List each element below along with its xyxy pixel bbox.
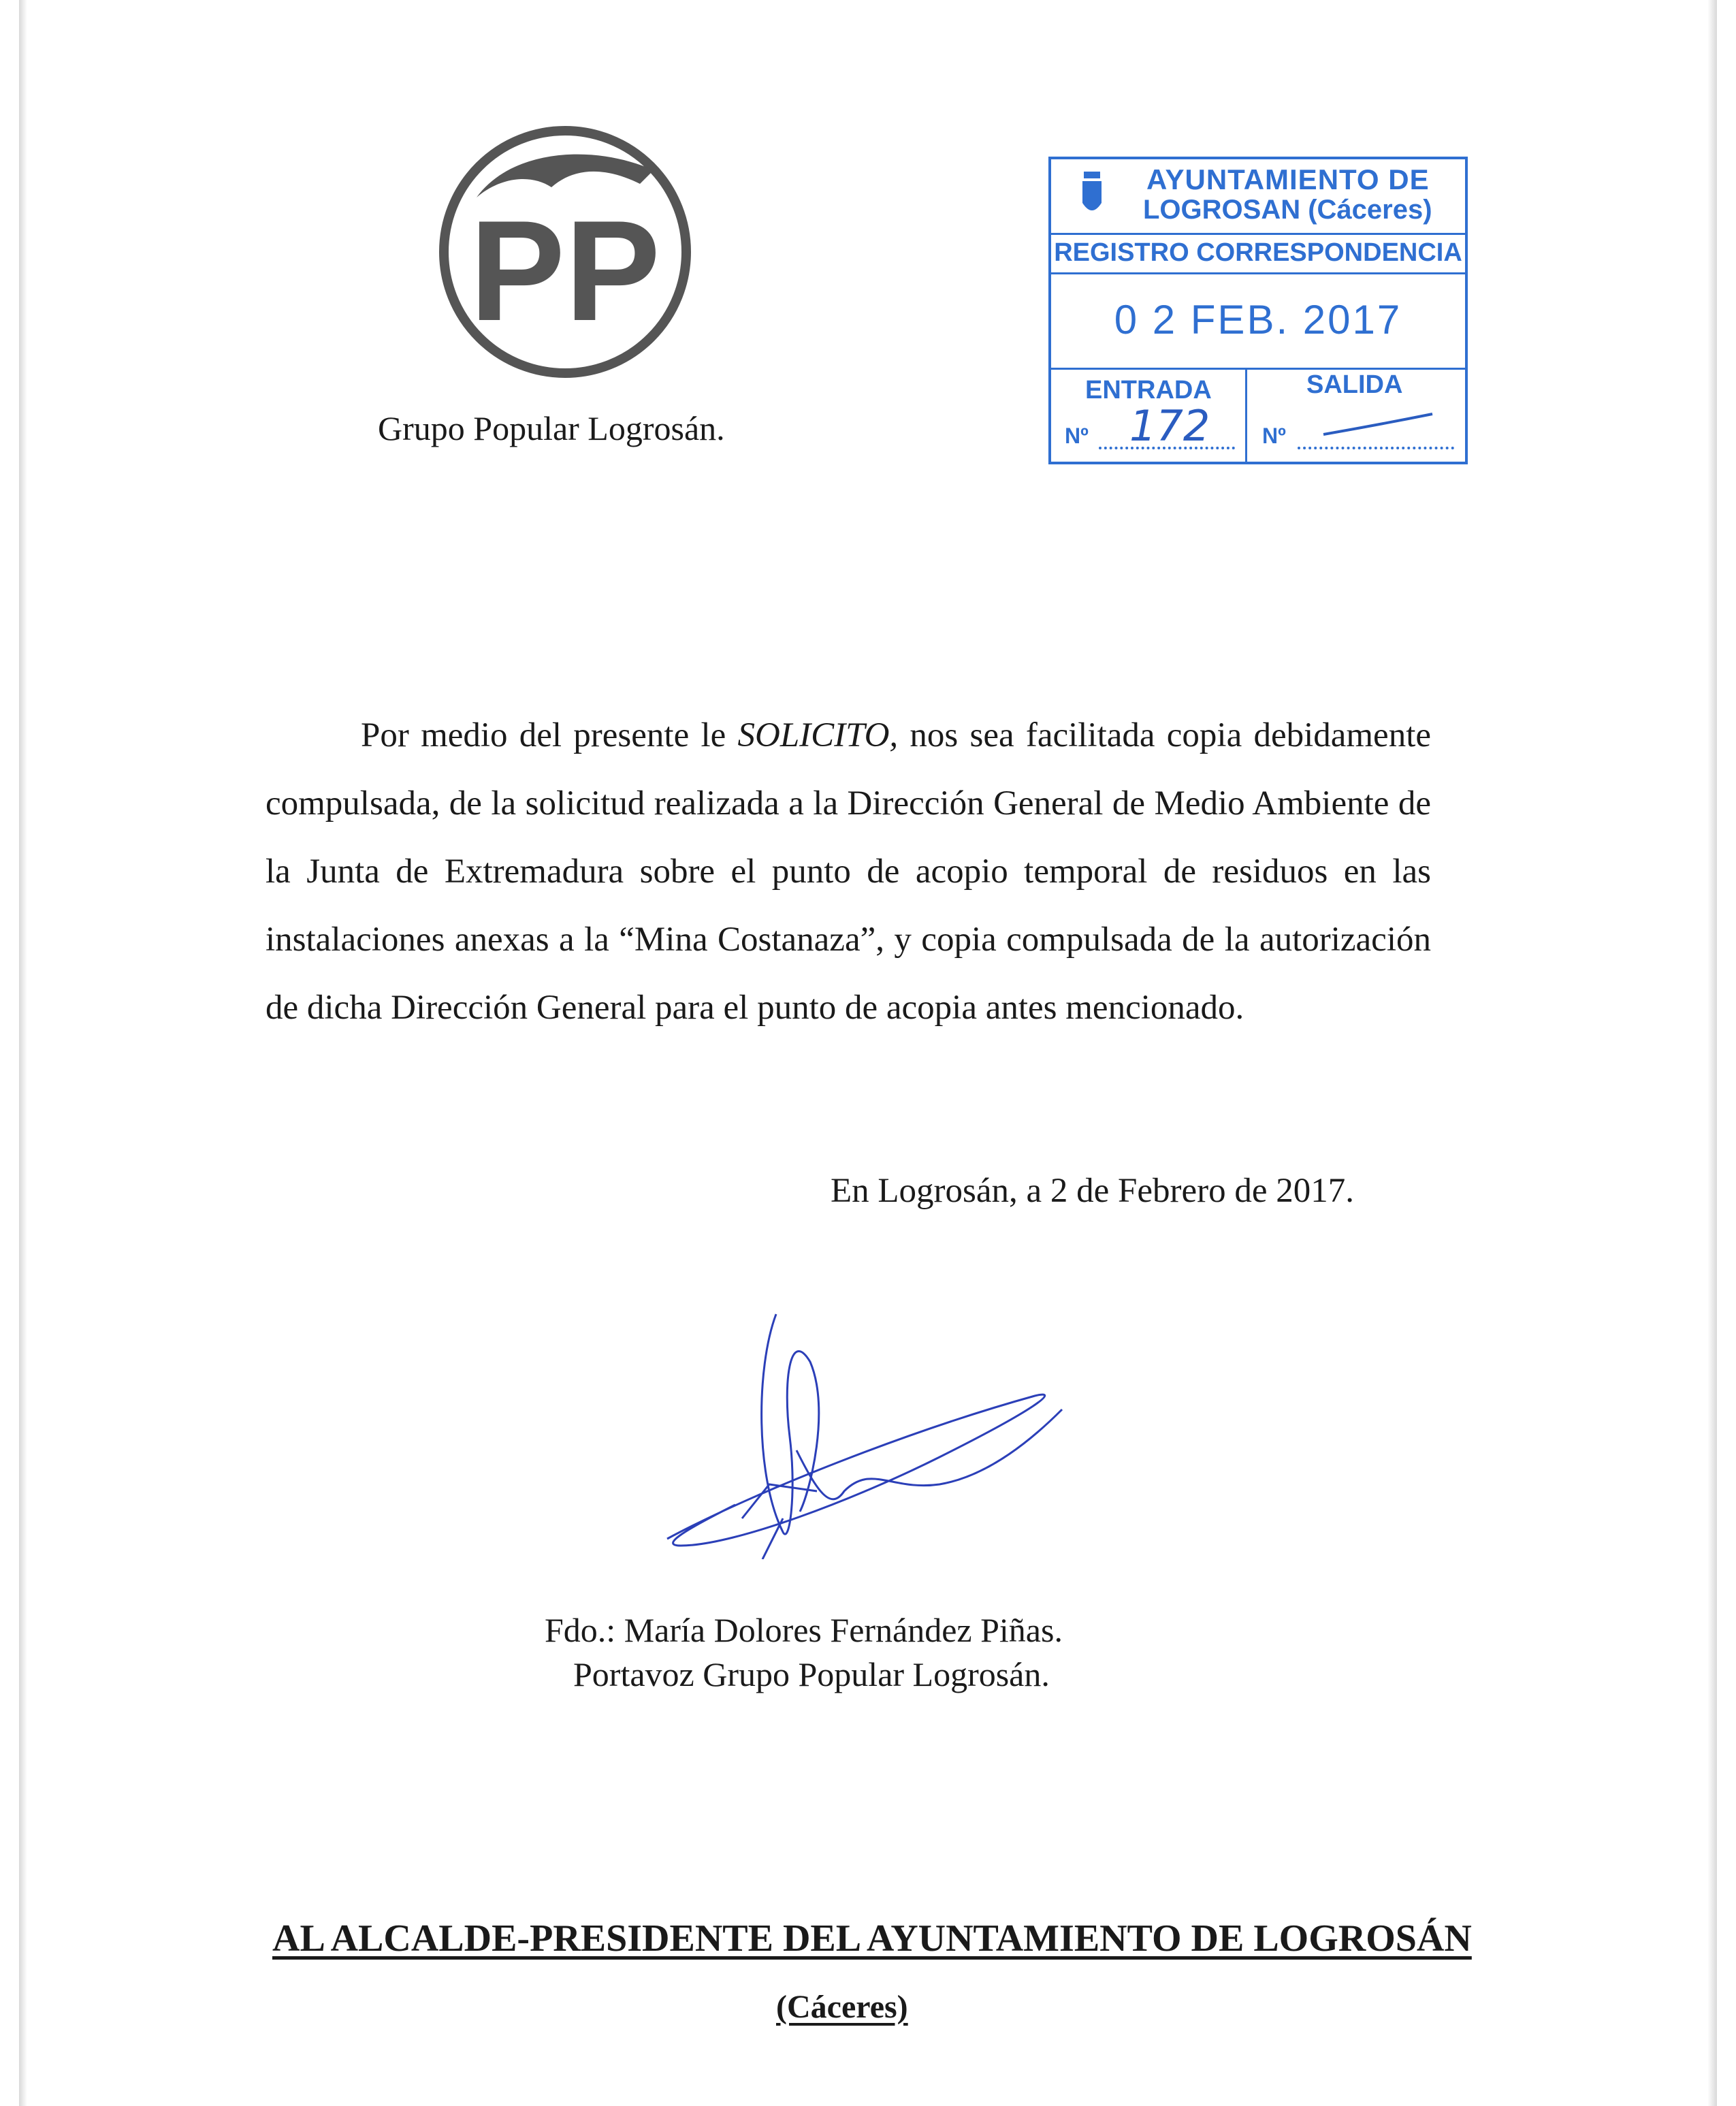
paragraph-emphasis: SOLICITO, — [737, 716, 899, 754]
page-edge-right — [1707, 0, 1717, 2106]
request-paragraph — [266, 701, 1431, 1042]
handwritten-signature — [654, 1287, 1076, 1559]
paragraph-intro: Por medio del presente le — [361, 716, 738, 754]
stamp-header — [1051, 159, 1465, 235]
registry-stamp — [1048, 157, 1468, 464]
paragraph-rest: nos sea facilitada copia debidamente compulsada, de la solicitud realizada a la Dirección General de Medio Ambiente de la Junta de Extremadura sobre el punto de acopio temporal de residuos en las instalaciones anexas a la “Mina Costanaza”, y copia compulsada de la autorización de dicha Dirección General para el punto de acopia antes mencionado. — [266, 716, 1431, 1027]
stamp-salida-label: SALIDA — [1306, 370, 1403, 399]
stamp-divider — [1245, 368, 1247, 464]
stamp-entrada-number: 172 — [1129, 401, 1210, 451]
place-date: En Logrosán, a 2 de Febrero de 2017. — [831, 1172, 1355, 1210]
stamp-entrada-label: ENTRADA — [1085, 376, 1212, 404]
stamp-salida-no-label: Nº — [1262, 424, 1286, 448]
stamp-date: 0 2 FEB. 2017 — [1051, 272, 1465, 370]
stamp-entrada-no-label: Nº — [1065, 424, 1089, 448]
signatory-role: Portavoz Grupo Popular Logrosán. — [573, 1655, 1050, 1693]
stamp-salida-dash — [1310, 411, 1446, 438]
stamp-registry-label: REGISTRO CORRESPONDENCIA — [1051, 233, 1465, 274]
crest-icon — [1078, 169, 1106, 223]
addressee-line-2: (Cáceres) — [776, 1989, 908, 2025]
addressee-line-1: AL ALCALDE-PRESIDENTE DEL AYUNTAMIENTO DE LOGROSÁN — [272, 1917, 1472, 1960]
stamp-line-1: AYUNTAMIENTO DE — [1146, 163, 1430, 195]
stamp-line-2: LOGROSAN (Cáceres) — [1143, 195, 1432, 225]
group-name: Grupo Popular Logrosán. — [378, 409, 725, 447]
pp-logo — [436, 123, 694, 381]
logo-text: PP — [469, 191, 661, 351]
signatory-name: Fdo.: María Dolores Fernández Piñas. — [545, 1611, 1063, 1649]
page-edge-left — [19, 0, 27, 2106]
